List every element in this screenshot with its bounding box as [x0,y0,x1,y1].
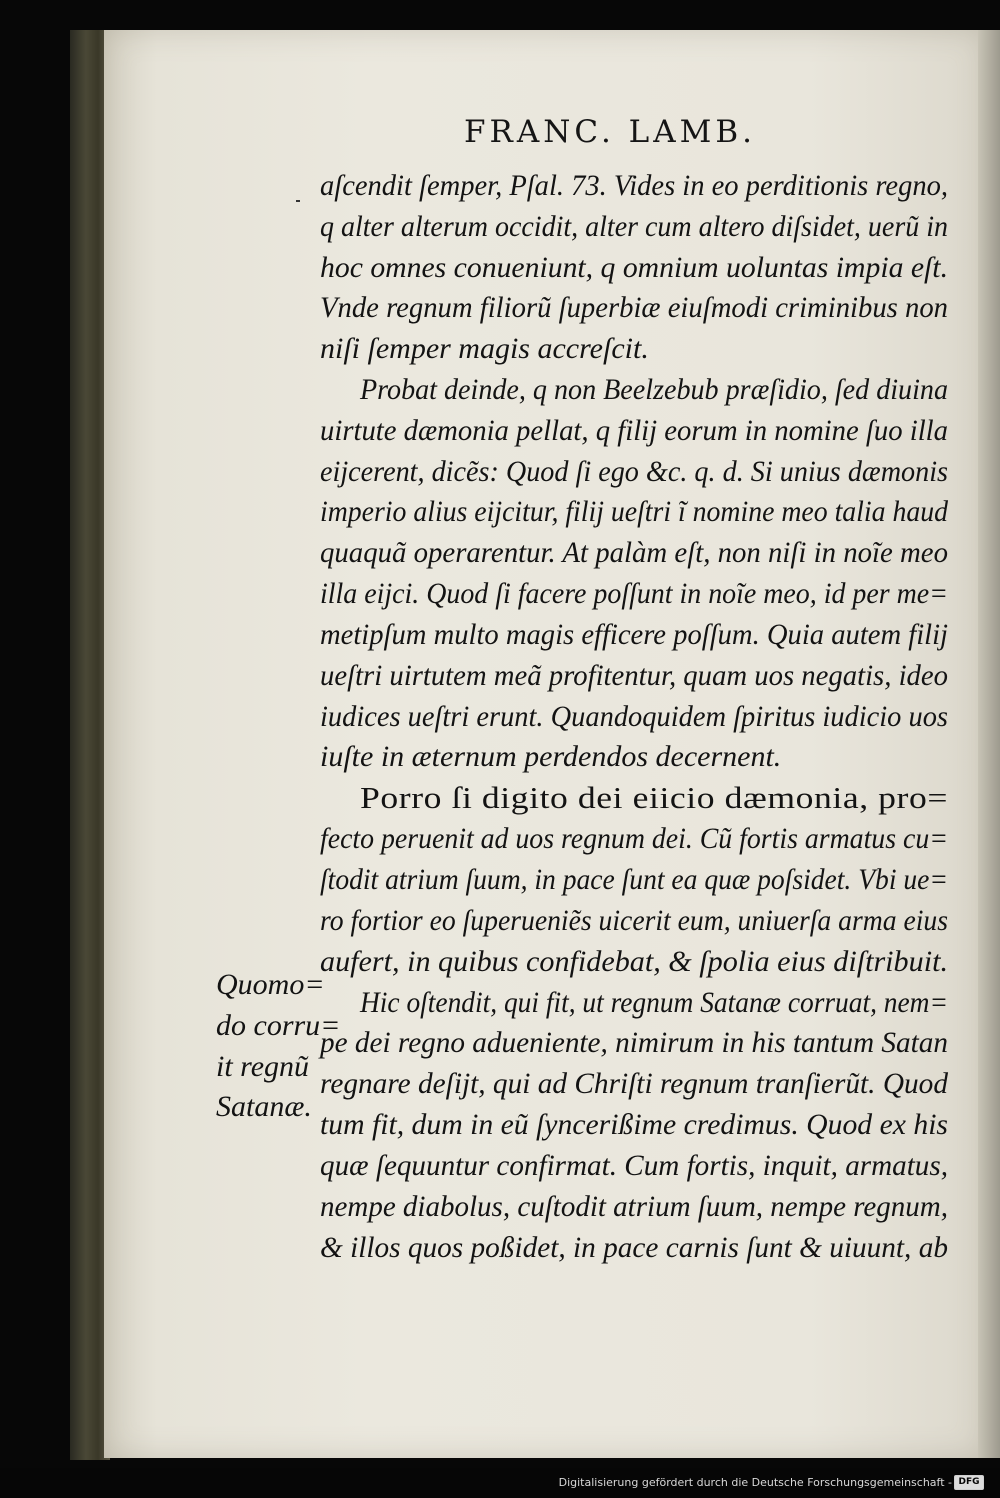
funding-credit: Digitalisierung gefördert durch die Deutsche Forschungsgemeinschaft - [558,1476,952,1489]
text-line: aufert, in quibus confidebat, & ſpolia eius diſtribuit. [320,945,948,978]
text-line: illa eijci. Quod ſi facere poſſunt in noĩe meo, id per me= [320,577,948,610]
text-line: ſtodit atrium ſuum, in pace ſunt ea quæ poſsidet. Vbi ue= [320,863,948,896]
text-line: Vnde regnum filiorũ ſuperbiæ eiuſmodi criminibus non [320,291,948,324]
running-head: FRANC. LAMB. [464,114,757,150]
text-line: tum fit, dum in eũ ſyncerißime credimus. Quod ex his [320,1108,948,1141]
margin-note-line: do corru= [216,1009,341,1042]
text-line: iudices ueſtri erunt. Quandoquidem ſpiritus iudicio uos [320,700,948,733]
margin-note-line: it regnũ [216,1050,310,1083]
text-line: Hic oſtendit, qui fit, ut regnum Satanæ corruat, nem= [360,986,948,1019]
text-line: ro fortior eo ſuperueniẽs uicerit eum, uniuerſa arma eius [320,904,948,937]
text-line: eijcerent, dicẽs: Quod ſi ego &c. q. d. Si unius dæmonis [320,455,948,488]
text-line: nempe diabolus, cuſtodit atrium ſuum, nempe regnum, [320,1190,948,1223]
margin-note-line: Quomo= [216,968,325,1001]
dfg-logo-icon: DFG [954,1475,984,1490]
margin-note-line: Satanæ. [216,1090,312,1123]
text-line: Porro ſi digito dei eiicio dæmonia, pro= [360,780,948,815]
text-line: & illos quos poßidet, in pace carnis ſunt & uiuunt, ab [320,1231,948,1264]
text-line: pe dei regno adueniente, nimirum in his tantum Satan [320,1026,948,1059]
ink-mark [296,200,300,202]
text-line: hoc omnes conueniunt, q omnium uoluntas impia eſt. [320,251,948,284]
text-line: q alter alterum occidit, alter cum altero diſsidet, uerũ in [320,210,948,243]
text-line: niſi ſemper magis accreſcit. [320,332,649,365]
text-line: quaquã operarentur. At palàm eſt, non niſi in noĩe meo [320,536,948,569]
text-line: iuſte in æternum perdendos decernent. [320,740,782,773]
text-line: metipſum multo magis efficere poſſum. Quia autem filij [320,618,948,651]
text-line: aſcendit ſemper, Pſal. 73. Vides in eo perditionis regno, [320,169,948,202]
text-line: ueſtri uirtutem meã profitentur, quam uos negatis, ideo [320,659,948,692]
text-line: quæ ſequuntur confirmat. Cum fortis, inquit, armatus, [320,1149,948,1182]
page-edge [978,30,1000,1458]
text-line: Probat deinde, q non Beelzebub præſidio, ſed diuina [360,373,948,406]
text-line: fecto peruenit ad uos regnum dei. Cũ fortis armatus cu= [320,822,948,855]
text-line: imperio alius eijcitur, filij ueſtri ĩ nomine meo talia haud [320,495,948,528]
text-line: uirtute dæmonia pellat, q filij eorum in nomine ſuo illa [320,414,948,447]
footer-bar [0,1468,1000,1498]
text-line: regnare deſijt, qui ad Chriſti regnum tranſierũt. Quod [320,1067,948,1100]
